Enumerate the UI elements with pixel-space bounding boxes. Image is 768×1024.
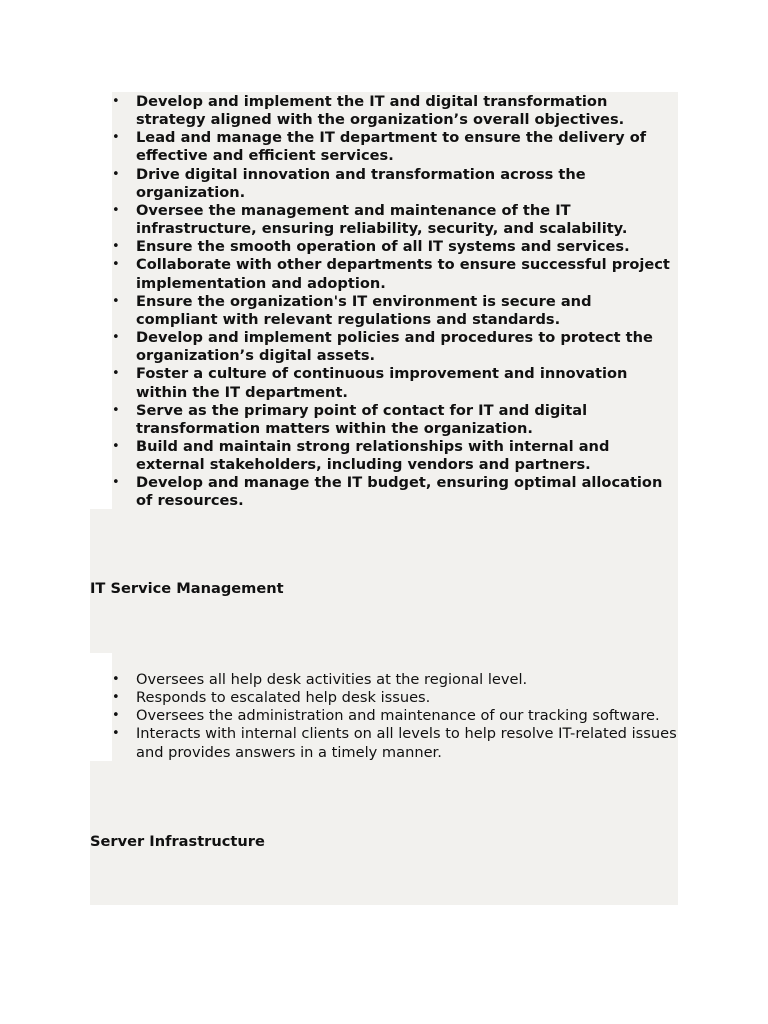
list-item: • Oversees all help desk activities at the regional level. [112, 671, 682, 689]
it-service-management-list [112, 671, 682, 762]
list-item: • Foster a culture of continuous improvement and innovation within the IT department. [112, 365, 676, 401]
list-item: • Interacts with internal clients on all levels to help resolve IT-related issues and provides answers in a timely manner. [112, 725, 682, 761]
section-heading-server-infrastructure: Server Infrastructure [90, 833, 265, 850]
list-item: • Lead and manage the IT department to ensure the delivery of effective and efficient services. [112, 129, 676, 165]
list-item: • Drive digital innovation and transformation across the organization. [112, 166, 676, 202]
section-heading-it-service-management: IT Service Management [90, 580, 284, 597]
list-item: • Ensure the smooth operation of all IT systems and services. [112, 238, 676, 256]
list-item: • Responds to escalated help desk issues. [112, 689, 682, 707]
list-item: • Oversees the administration and maintenance of our tracking software. [112, 707, 682, 725]
list-item: • Develop and manage the IT budget, ensuring optimal allocation of resources. [112, 474, 676, 510]
list-item: • Develop and implement the IT and digital transformation strategy aligned with the organization’s overall objectives. [112, 93, 676, 129]
list-item: • Serve as the primary point of contact for IT and digital transformation matters within the organization. [112, 402, 676, 438]
responsibilities-list [112, 93, 676, 511]
list-item: • Collaborate with other departments to ensure successful project implementation and adoption. [112, 256, 676, 292]
list-item: • Develop and implement policies and procedures to protect the organization’s digital assets. [112, 329, 676, 365]
list-item: • Oversee the management and maintenance of the IT infrastructure, ensuring reliability, security, and scalability. [112, 202, 676, 238]
list-item: • Ensure the organization's IT environment is secure and compliant with relevant regulations and standards. [112, 293, 676, 329]
list-item: • Build and maintain strong relationships with internal and external stakeholders, including vendors and partners. [112, 438, 676, 474]
